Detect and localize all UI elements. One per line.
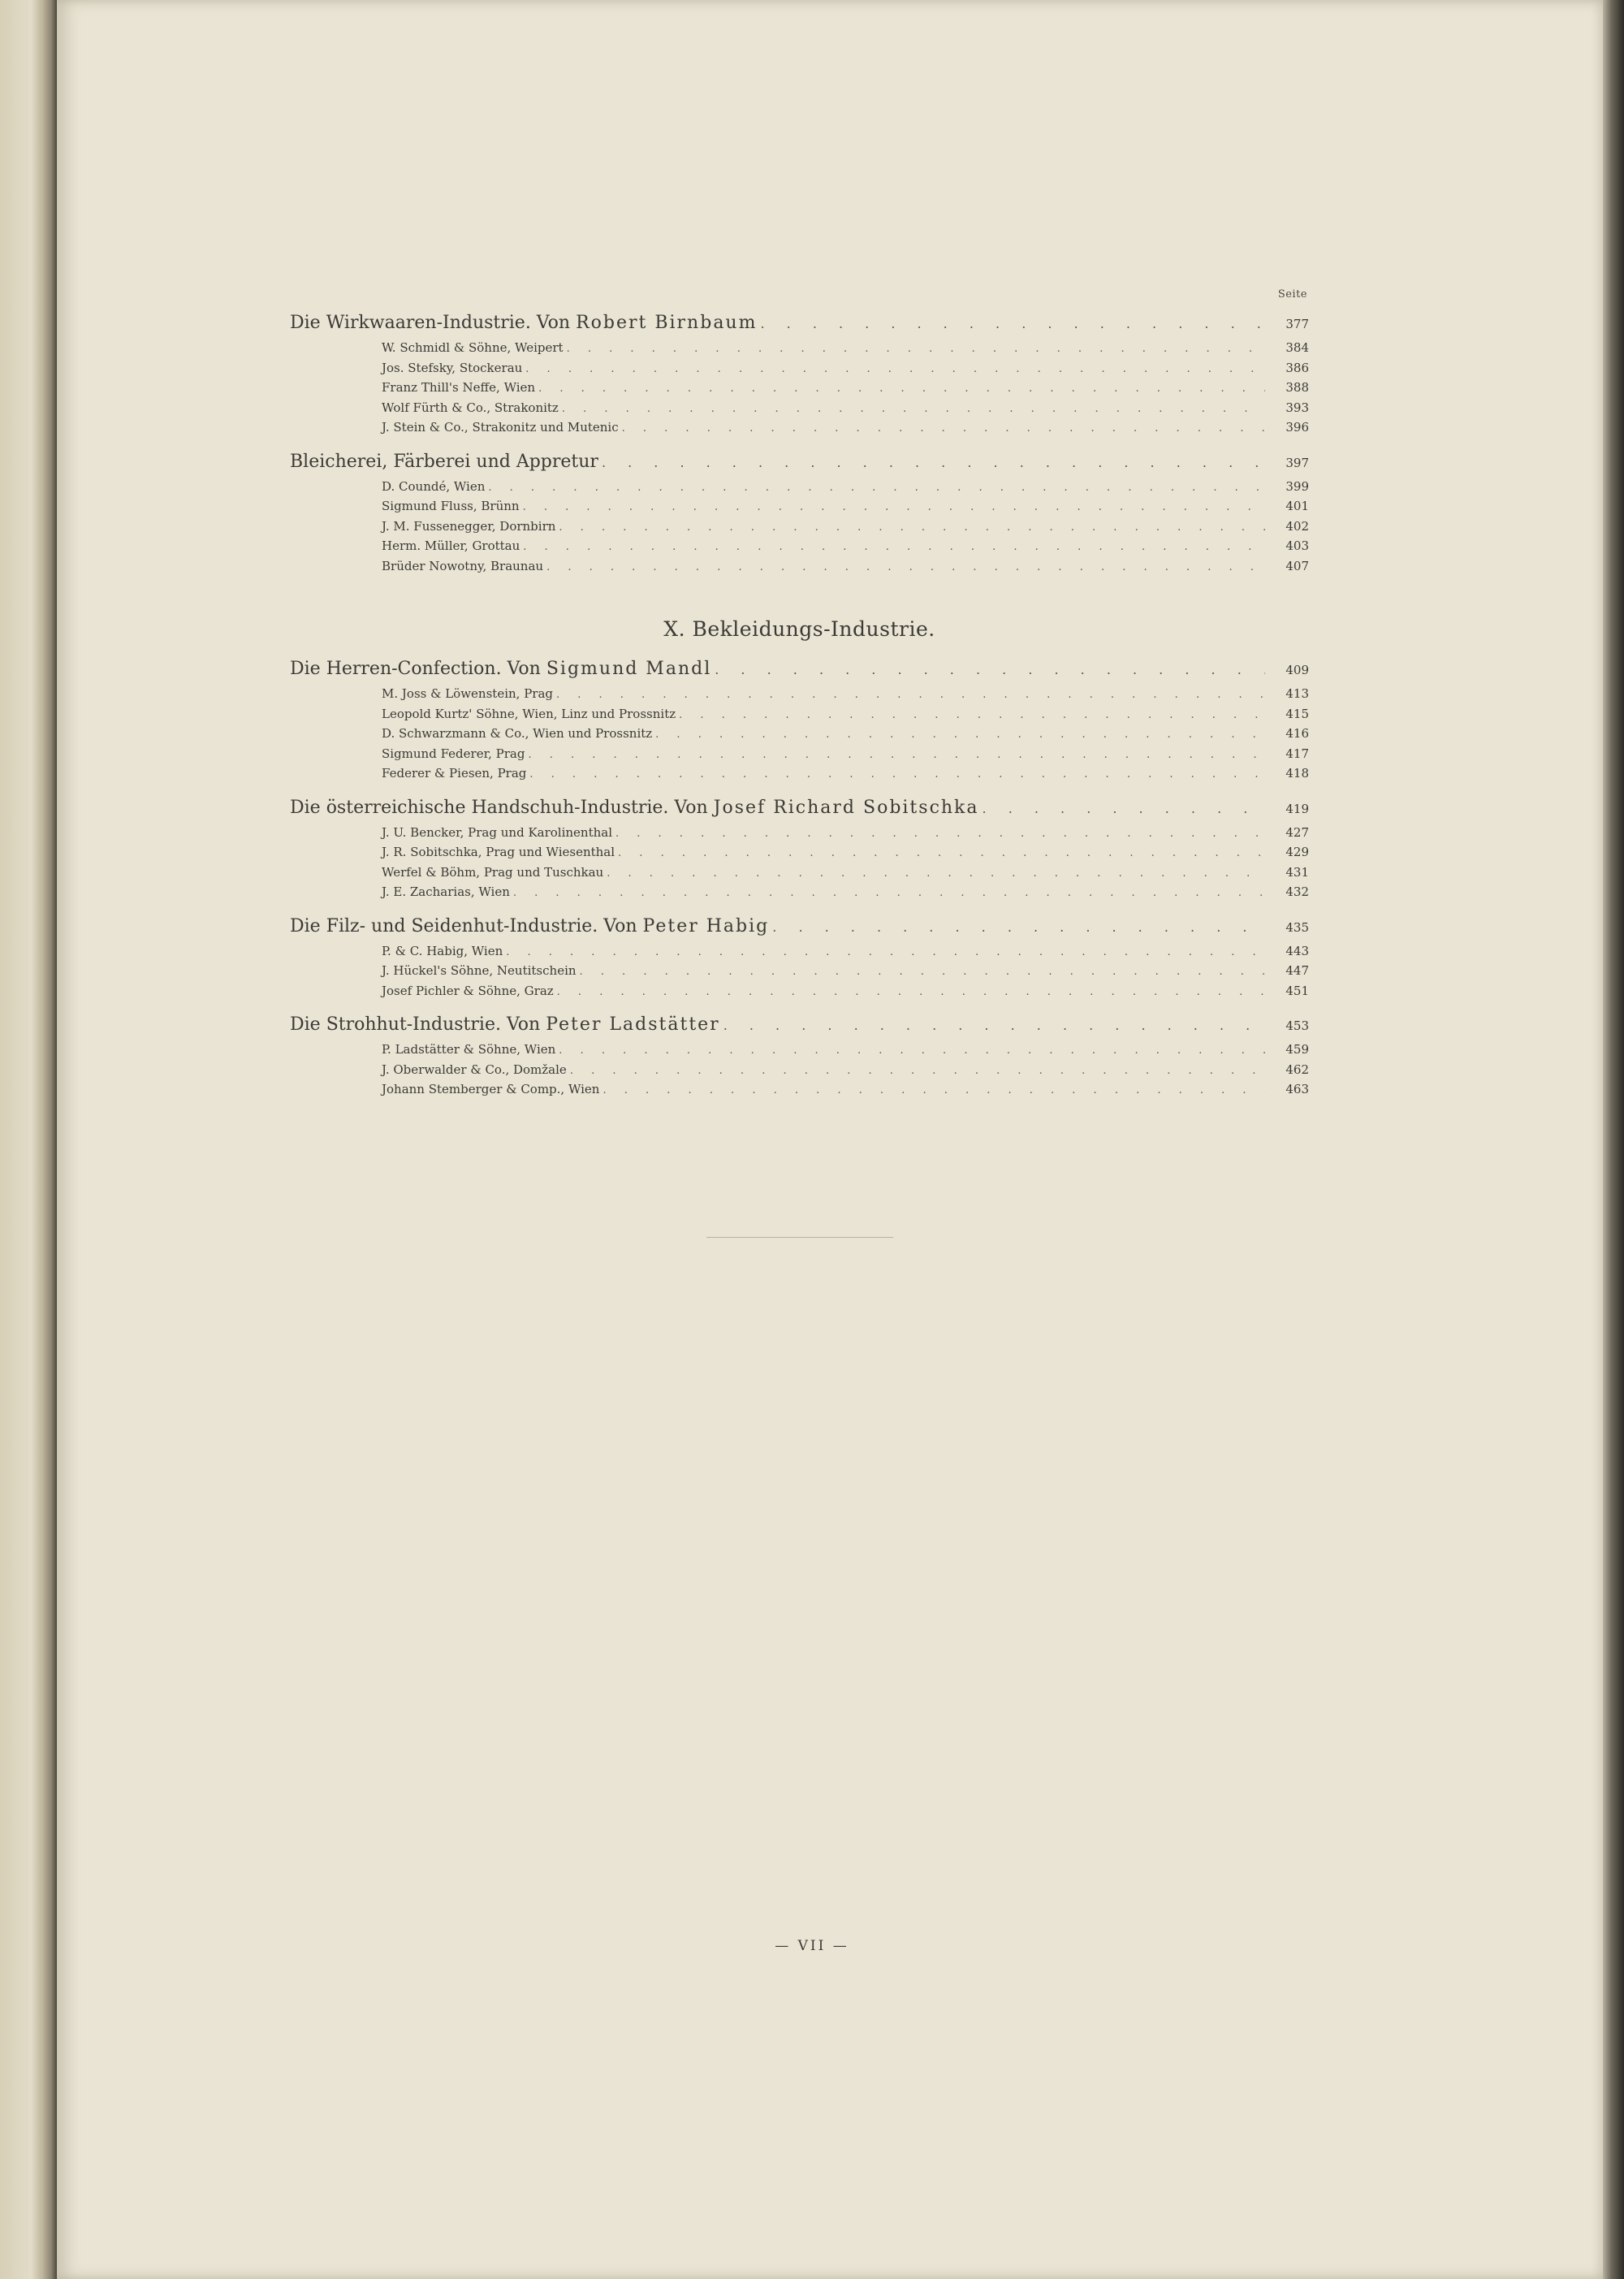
entry-label: J. Stein & Co., Strakonitz und Mutenic (382, 420, 619, 435)
dot-leader (513, 887, 1265, 899)
toc-section-entry[interactable] (290, 798, 1309, 825)
toc-groups-b (290, 659, 1309, 1102)
dot-leader (615, 828, 1265, 840)
section-page-number: 435 (1285, 919, 1309, 935)
dot-leader (529, 768, 1265, 781)
dot-leader (506, 946, 1265, 958)
entry-page-number: 451 (1285, 983, 1309, 998)
table-of-contents (290, 288, 1309, 1114)
dot-leader (715, 662, 1265, 677)
section-author: Robert Birnbaum (576, 313, 758, 333)
section-title-text: Bleicherei, Färberei und Appretur (290, 451, 598, 472)
entry-page-number: 386 (1285, 360, 1309, 375)
entry-page-number: 459 (1285, 1042, 1309, 1057)
toc-sub-entry[interactable] (290, 865, 1309, 885)
dot-leader (556, 689, 1265, 701)
dot-leader (679, 709, 1265, 721)
section-title (290, 659, 711, 679)
section-page-number: 453 (1285, 1018, 1309, 1033)
entry-label: Federer & Piesen, Prag (382, 766, 527, 781)
toc-sub-entry[interactable] (290, 1062, 1309, 1083)
toc-section-entry[interactable] (290, 916, 1309, 944)
entry-label: Wolf Fürth & Co., Strakonitz (382, 400, 559, 415)
entry-label: Johann Stemberger & Comp., Wien (382, 1082, 600, 1096)
entry-page-number: 403 (1285, 538, 1309, 553)
entry-label: J. R. Sobitschka, Prag und Wiesenthal (382, 845, 615, 859)
entry-page-number: 417 (1285, 746, 1309, 761)
dot-leader (983, 801, 1265, 816)
toc-section (290, 798, 1309, 905)
entry-page-number: 407 (1285, 558, 1309, 573)
dot-leader (528, 749, 1265, 761)
toc-sub-entry[interactable] (290, 746, 1309, 767)
dot-leader (559, 521, 1265, 534)
entry-label: P. Ladstätter & Söhne, Wien (382, 1042, 556, 1057)
entry-page-number: 413 (1285, 686, 1309, 701)
entry-page-number: 393 (1285, 400, 1309, 415)
entry-page-number: 418 (1285, 766, 1309, 781)
entry-page-number: 384 (1285, 340, 1309, 355)
section-title (290, 452, 598, 472)
entry-label: J. E. Zacharias, Wien (382, 884, 510, 899)
entry-page-number: 462 (1285, 1062, 1309, 1077)
dot-leader (523, 541, 1265, 553)
section-page-number: 377 (1285, 317, 1309, 331)
entry-page-number: 399 (1285, 478, 1309, 494)
toc-sub-entry[interactable] (290, 984, 1309, 1004)
entry-page-number: 427 (1285, 824, 1309, 840)
toc-section (290, 452, 1309, 579)
entry-page-number: 388 (1285, 380, 1309, 395)
toc-sub-entry[interactable] (290, 340, 1309, 361)
dot-leader (523, 501, 1265, 513)
entry-label: D. Schwarzmann & Co., Wien und Prossnitz (382, 726, 653, 741)
entry-label: Sigmund Fluss, Brünn (382, 499, 520, 513)
section-author: Peter Habig (642, 915, 770, 936)
dot-leader (760, 316, 1265, 331)
toc-sub-entry[interactable] (290, 944, 1309, 964)
dot-leader (723, 1018, 1265, 1033)
entry-page-number: 396 (1285, 420, 1309, 435)
dot-leader (567, 343, 1265, 355)
toc-sub-entry[interactable] (290, 380, 1309, 400)
toc-sub-entry[interactable] (290, 420, 1309, 440)
toc-sub-entry[interactable] (290, 479, 1309, 499)
dot-leader (655, 729, 1265, 741)
toc-groups-a (290, 313, 1309, 578)
toc-section (290, 313, 1309, 440)
toc-sub-entry[interactable] (290, 559, 1309, 579)
entry-label: D. Coundé, Wien (382, 478, 486, 494)
section-title-text: Die Wirkwaaren-Industrie. Von (290, 313, 577, 333)
section-title-text: Die Strohhut-Industrie. Von (290, 1014, 546, 1035)
toc-sub-entry[interactable] (290, 1082, 1309, 1102)
dot-leader (538, 383, 1265, 395)
section-author: Sigmund Mandl (546, 659, 712, 679)
toc-section-entry[interactable] (290, 1014, 1309, 1042)
toc-section (290, 916, 1309, 1004)
seite-column-header: Seite (1277, 288, 1307, 301)
dot-leader (618, 847, 1265, 859)
dot-leader (607, 867, 1265, 880)
toc-sub-entry[interactable] (290, 519, 1309, 539)
entry-label: Leopold Kurtz' Söhne, Wien, Linz und Prossnitz (382, 706, 676, 721)
dot-leader (772, 919, 1265, 935)
entry-page-number: 447 (1285, 963, 1309, 978)
section-title (290, 1014, 720, 1035)
page-number-footer: — VII — (775, 1938, 849, 1954)
entry-label: W. Schmidl & Söhne, Weipert (382, 340, 564, 355)
entry-label: Franz Thill's Neffe, Wien (382, 380, 536, 395)
section-title-text: Die Filz- und Seidenhut-Industrie. Von (290, 915, 643, 936)
entry-label: J. Hückel's Söhne, Neutitschein (382, 963, 577, 978)
dot-leader (488, 482, 1265, 494)
toc-section-entry[interactable] (290, 452, 1309, 479)
section-divider (706, 1237, 893, 1238)
dot-leader (557, 986, 1265, 998)
entry-label: J. U. Bencker, Prag und Karolinenthal (382, 824, 613, 840)
toc-sub-entry[interactable] (290, 400, 1309, 421)
toc-section (290, 1014, 1309, 1102)
entry-page-number: 416 (1285, 726, 1309, 741)
dot-leader (622, 422, 1265, 435)
toc-sub-entry[interactable] (290, 1042, 1309, 1062)
entry-page-number: 429 (1285, 845, 1309, 859)
section-title-text: Die österreichische Handschuh-Industrie. Von (290, 797, 714, 818)
dot-leader (570, 1065, 1265, 1077)
entry-label: Herm. Müller, Grottau (382, 538, 520, 553)
dot-leader (525, 363, 1265, 375)
toc-sub-entry[interactable] (290, 361, 1309, 381)
toc-sub-entry[interactable] (290, 963, 1309, 984)
entry-label: J. M. Fussenegger, Dornbirn (382, 518, 556, 534)
entry-page-number: 432 (1285, 884, 1309, 899)
section-page-number: 409 (1285, 663, 1309, 677)
entry-label: M. Joss & Löwenstein, Prag (382, 686, 553, 701)
section-title (290, 916, 769, 936)
section-title (290, 798, 979, 818)
dot-leader (603, 1084, 1265, 1096)
section-page-number: 397 (1285, 455, 1309, 470)
entry-page-number: 431 (1285, 864, 1309, 880)
toc-sub-entry[interactable] (290, 884, 1309, 905)
toc-sub-entry[interactable] (290, 538, 1309, 559)
chapter-title: X. Bekleidungs-Industrie. (663, 617, 935, 641)
entry-label: Werfel & Böhm, Prag und Tuschkau (382, 864, 604, 880)
section-author: Josef Richard Sobitschka (713, 797, 979, 818)
dot-leader (562, 403, 1265, 415)
entry-page-number: 463 (1285, 1082, 1309, 1096)
toc-sub-entry[interactable] (290, 686, 1309, 707)
entry-page-number: 443 (1285, 943, 1309, 958)
toc-sub-entry[interactable] (290, 766, 1309, 786)
section-title-text: Die Herren-Confection. Von (290, 659, 546, 679)
entry-page-number: 401 (1285, 499, 1309, 513)
entry-label: Jos. Stefsky, Stockerau (382, 360, 523, 375)
toc-section (290, 659, 1309, 786)
toc-sub-entry[interactable] (290, 499, 1309, 519)
entry-label: Sigmund Federer, Prag (382, 746, 525, 761)
section-author: Peter Ladstätter (546, 1014, 720, 1035)
section-title (290, 313, 757, 333)
entry-label: J. Oberwalder & Co., Domžale (382, 1062, 567, 1077)
dot-leader (559, 1044, 1265, 1057)
entry-label: Brüder Nowotny, Braunau (382, 558, 544, 573)
section-page-number: 419 (1285, 801, 1309, 816)
toc-sub-entry[interactable] (290, 726, 1309, 746)
toc-sub-entry[interactable] (290, 825, 1309, 845)
toc-sub-entry[interactable] (290, 845, 1309, 865)
toc-sub-entry[interactable] (290, 707, 1309, 727)
entry-page-number: 415 (1285, 706, 1309, 721)
entry-label: Josef Pichler & Söhne, Graz (382, 983, 554, 998)
dot-leader (580, 966, 1265, 978)
dot-leader (602, 455, 1265, 470)
entry-label: P. & C. Habig, Wien (382, 943, 503, 958)
toc-section-entry[interactable] (290, 313, 1309, 340)
entry-page-number: 402 (1285, 518, 1309, 534)
dot-leader (546, 561, 1265, 573)
toc-section-entry[interactable] (290, 659, 1309, 686)
